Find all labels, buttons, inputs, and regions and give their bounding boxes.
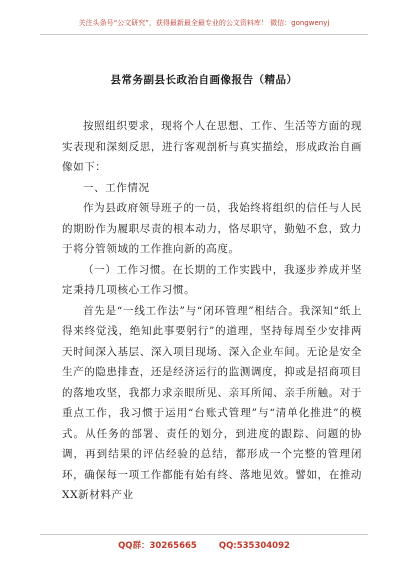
paragraph-frontline-method: 首先是“一线工作法”与“闭环管理”相结合。我深知“纸上得来终觉浅，绝知此事要躬行”的道理，坚持每周至少安排两天时间深入基层、深入项目现场、深入企业车间。无论是安全生产的隐患排查，还是经济运行的监测调度，抑或是招商项目的落地攻坚，我都力求亲眼所见、亲耳所闻、亲手所触。对于重点工作，我习惯于运用“台账式管理”与“清单化推进”的模式。从任务的部署、责任的划分，到进度的跟踪、问题的协调，再到结果的评估经验的总结，都形成一个完整的管理闭环，确保每一项工作都能有始有终、落地见效。譬如，在推动XX新材料产业 [62,304,362,501]
footer-contact [40,534,368,551]
header-notice: 关注头条号“公文研究”，获得最新最全最专业的公文资料库！ 微信：gongwenyj [40,18,368,35]
document-body [62,116,362,506]
footer-qq-number: QQ:535304092 [218,541,290,551]
document-title: 县常务副县长政治自画像报告（精品） [110,74,298,86]
footer-qq-group: QQ群：30265665 [118,541,197,551]
paragraph-role: 作为县政府领导班子的一员，我始终将组织的信任与人民的期盼作为履职尽责的根本动力，恪尽职守，勤勉不怠，致力于将分管领域的工作推向新的高度。 [62,202,362,255]
section-heading-work: 一、工作情况 [83,181,150,194]
paragraph-intro: 按照组织要求，现将个人在思想、工作、生活等方面的现实表现和深刻反思，进行客观剖析与真实描绘，形成政治自画像如下： [62,120,362,173]
subsection-heading-habits: （一）工作习惯。在长期的工作实践中，我逐步养成并坚定秉持几项核心工作习惯。 [62,263,362,296]
